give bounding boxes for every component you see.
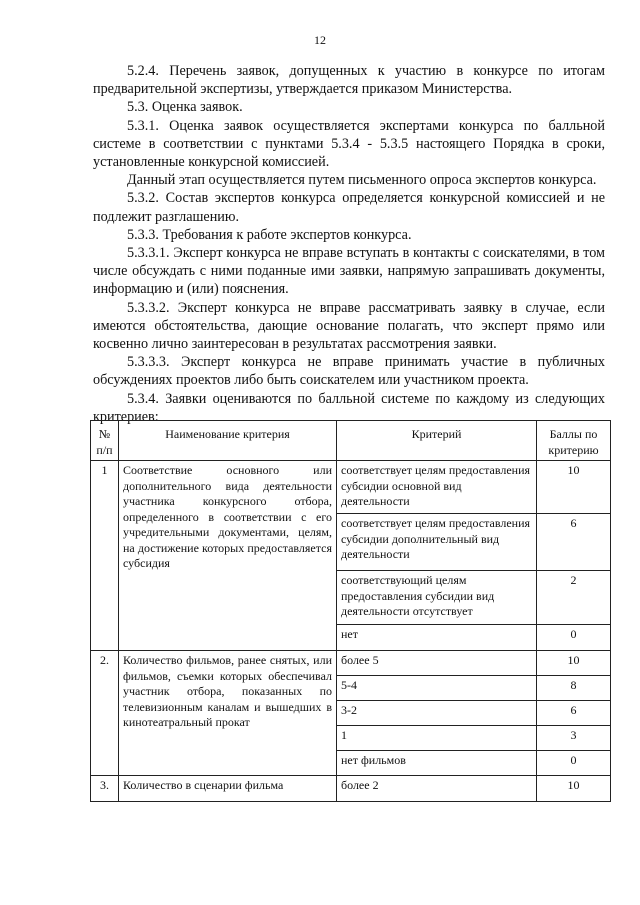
paragraph: 5.3.2. Состав экспертов конкурса определяется конкурсной комиссией и не подлежит разглашению. [93,190,605,225]
criterion-option: нет фильмов [337,751,537,776]
criterion-option: нет [337,625,537,651]
table-header-row [91,421,611,461]
table-row [91,461,611,514]
criterion-points: 3 [537,726,611,751]
paragraph: 5.2.4. Перечень заявок, допущенных к участию в конкурсе по итогам предварительной экспертизы, утверждается приказом Министерства. [93,63,605,98]
criterion-points: 6 [537,701,611,726]
row-number: 3. [91,776,119,802]
criterion-points: 0 [537,751,611,776]
paragraph: 5.3. Оценка заявок. [127,99,243,116]
paragraph: 5.3.3.2. Эксперт конкурса не вправе рассматривать заявку в случае, если имеются обстоятельства, дающие основание полагать, что эксперт прямо или косвенно лично заинтересован в результатах рассмотрения заявки. [93,299,605,353]
header-num: № п/п [91,421,119,461]
criterion-points: 10 [537,651,611,676]
criteria-table [90,420,611,802]
criterion-points: 10 [537,461,611,514]
criterion-option: более 2 [337,776,537,802]
criterion-points: 6 [537,514,611,571]
criterion-option: соответствует целям предоставления субсидии дополнительный вид деятельности [337,514,537,571]
criterion-option: соответствует целям предоставления субсидии основной вид деятельности [337,461,537,514]
criterion-name: Количество фильмов, ранее снятых, или фильмов, съемки которых обеспечивал участник отбора, показанных по телевизионным каналам и вышедших в кинотеатральный прокат [119,651,337,776]
criterion-name: Количество в сценарии фильма [119,776,337,802]
criterion-option: 5-4 [337,676,537,701]
paragraph: 5.3.1. Оценка заявок осуществляется экспертами конкурса по балльной системе в соответствии с пунктами 5.3.4 - 5.3.5 настоящего Порядка в сроки, установленные конкурсной комиссией. [93,117,605,171]
header-name: Наименование критерия [119,421,337,461]
criterion-points: 0 [537,625,611,651]
criterion-option: 3-2 [337,701,537,726]
paragraph: 5.3.3. Требования к работе экспертов конкурса. [127,226,412,243]
header-points: Баллы по критерию [537,421,611,461]
criterion-option: 1 [337,726,537,751]
criterion-name: Соответствие основного или дополнительного вида деятельности участника конкурсного отбора, определенного в соответствии с его учредительными документами, целям, на достижение которых предоставляется субсидия [119,461,337,651]
paragraph: 5.3.3.1. Эксперт конкурса не вправе вступать в контакты с соискателями, в том числе обсуждать с ними поданные ими заявки, напрямую запрашивать документы, информацию и (или) пояснения. [93,245,605,298]
paragraph: 5.3.3.3. Эксперт конкурса не вправе принимать участие в публичных обсуждениях проектов либо быть соискателем или участником проекта. [93,354,605,389]
criterion-points: 10 [537,776,611,802]
criterion-option: соответствующий целям предоставления субсидии вид деятельности отсутствует [337,571,537,625]
paragraph: 5.3.4. Заявки оцениваются по балльной системе по каждому из следующих критериев: [93,390,605,425]
criterion-option: более 5 [337,651,537,676]
document-body [93,62,605,426]
row-number: 2. [91,651,119,776]
paragraph: Данный этап осуществляется путем письменного опроса экспертов конкурса. [127,172,597,189]
criterion-points: 2 [537,571,611,625]
table-row [91,776,611,802]
table-row [91,651,611,676]
row-number: 1 [91,461,119,651]
header-criterion: Критерий [337,421,537,461]
page-number: 12 [314,33,326,47]
criterion-points: 8 [537,676,611,701]
